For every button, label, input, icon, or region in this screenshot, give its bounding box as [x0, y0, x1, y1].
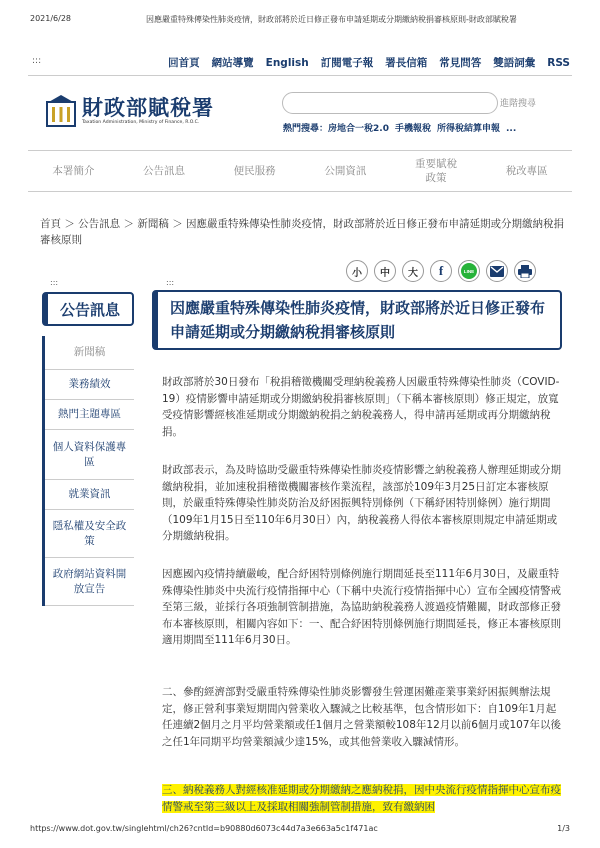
- top-link-faq[interactable]: 常見問答: [439, 57, 482, 69]
- print-date: 2021/6/28: [30, 14, 72, 23]
- accesskey-main[interactable]: :::: [166, 278, 175, 287]
- article-paragraph: 二、參酌經濟部對受嚴重特殊傳染性肺炎影響發生營運困難產業事業紓困振興辦法規定，修正營利事業短期間內營業收入驟減之比較基準，包含情形如下：自109年1月起任連續2個月之月平均營業額或任1個月之營業額較108年12月以前6個月或107年以後之任1年同期平均營業額減少達15%，或其他營業收入驟減情形。: [162, 686, 561, 748]
- top-link-rss[interactable]: RSS: [547, 57, 570, 69]
- accesskey-left[interactable]: :::: [50, 278, 59, 287]
- sidebar-item-privacy-policy[interactable]: 隱私權及安全政策: [45, 510, 134, 558]
- top-bar: [28, 52, 572, 76]
- sidebar-menu: [42, 336, 134, 606]
- sidebar-item-performance[interactable]: 業務績效: [45, 370, 134, 400]
- printer-icon: [518, 265, 532, 278]
- top-link-mailbox[interactable]: 署長信箱: [385, 57, 428, 69]
- hot-term-more[interactable]: ...: [506, 124, 517, 134]
- top-link-newsletter[interactable]: 訂閱電子報: [320, 57, 374, 69]
- article-paragraph: 因應國內疫情持續嚴峻，配合紓困特別條例施行期間延長至111年6月30日，及嚴重特殊傳染性肺炎中央流行疫情指揮中心（下稱中央流行疫情指揮中心）宣布全國疫情警戒至第三級，並採行各項強制管制措施，為協助納稅義務人渡過疫情難關，財政部修正發布本審核原則，相關內容如下：一、配合紓困特別條例施行期間延長，修正本審核原則適用期間至111年6月30日。: [162, 568, 561, 646]
- nav-announcements[interactable]: 公告訊息: [143, 165, 185, 177]
- top-link-english[interactable]: English: [265, 57, 309, 69]
- logo-name-cn: 財政部賦稅署: [82, 96, 214, 120]
- nav-tax-policy[interactable]: 重要賦稅政策: [415, 158, 458, 184]
- nav-tax-reform[interactable]: 稅改專區: [505, 165, 548, 177]
- hot-term[interactable]: 手機報稅: [394, 124, 431, 134]
- print-url: https://www.dot.gov.tw/singlehtml/ch26?cntId=b90880d6073c44d7a3e663a5c1f471ac: [30, 824, 378, 833]
- print-button[interactable]: [514, 260, 536, 282]
- print-page-number: 1/3: [557, 824, 570, 833]
- facebook-share-button[interactable]: [430, 260, 452, 282]
- article-paragraph: 財政部表示，為及時協助受嚴重特殊傳染性肺炎疫情影響之納稅義務人辦理延期或分期繳納稅捐，並加速稅捐稽徵機關審核作業流程，該部於109年3月25日訂定本審核原則，於嚴重特殊傳染性肺炎防治及紓困振興特別條例（下稱紓困特別條例）施行期間（109年1月15日至110年6月30日）內，納稅義務人得依本審核原則規定申請延期或分期繳納稅捐。: [162, 464, 561, 542]
- email-share-button[interactable]: [486, 260, 508, 282]
- sidebar-item-open-data[interactable]: 政府網站資料開放宣告: [45, 558, 134, 606]
- top-nav: [156, 52, 570, 74]
- line-icon: [461, 263, 477, 279]
- font-size-medium-button[interactable]: 中: [374, 260, 396, 282]
- highlighted-text: 三、納稅義務人對經核准延期或分期繳納之應納稅捐，因中央流行疫情指揮中心宣布疫情警戒至第三級以上及採取相關強制管制措施，致有繳納困: [162, 784, 561, 813]
- nav-services[interactable]: 便民服務: [233, 165, 276, 177]
- font-size-small-button[interactable]: 小: [346, 260, 368, 282]
- font-size-large-button[interactable]: 大: [402, 260, 424, 282]
- line-share-button[interactable]: [458, 260, 480, 282]
- article-paragraph: 財政部將於30日發布「稅捐稽徵機關受理納稅義務人因嚴重特殊傳染性肺炎（COVID-19）疫情影響申請延期或分期繳納稅捐審核原則」（下稱本審核原則）修正規定，放寬受疫情影響經核准延期或分期繳納稅捐之納稅義務人，得申請再延期或再分期繳納稅捐。: [162, 376, 560, 438]
- nav-about[interactable]: 本署簡介: [52, 165, 95, 177]
- sidebar-item-topics[interactable]: 熱門主題專區: [45, 400, 134, 430]
- breadcrumb[interactable]: 首頁 ＞ 公告訊息 ＞ 新聞稿 ＞ 因應嚴重特殊傳染性肺炎疫情，財政部將於近日修正發布申請延期或分期繳納稅捐審核原則: [40, 218, 565, 246]
- search-input[interactable]: [282, 92, 498, 114]
- article-paragraph-highlighted: [162, 782, 562, 816]
- hot-term[interactable]: 所得稅結算申報: [436, 124, 500, 134]
- hot-term[interactable]: 房地合一稅2.0: [328, 124, 389, 134]
- nav-public-info[interactable]: 公開資訊: [324, 165, 367, 177]
- top-link-home[interactable]: 回首頁: [168, 57, 200, 69]
- logo-emblem-icon: [44, 94, 78, 128]
- top-link-sitemap[interactable]: 網站導覽: [211, 57, 254, 69]
- line-icon-label: LINE: [463, 269, 475, 274]
- sidebar-title: 公告訊息: [42, 292, 134, 326]
- facebook-icon: f: [438, 263, 444, 278]
- main-nav: [28, 150, 572, 192]
- print-title: 因應嚴重特殊傳染性肺炎疫情，財政部將於近日修正發布申請延期或分期繳納稅捐審核原則-財政部賦稅署: [146, 15, 517, 24]
- article-title: 因應嚴重特殊傳染性肺炎疫情，財政部將於近日修正發布申請延期或分期繳納稅捐審核原則: [152, 290, 562, 350]
- top-link-glossary[interactable]: 雙語詞彙: [493, 57, 536, 69]
- hot-search-label: 熱門搜尋：: [283, 124, 329, 134]
- sidebar-item-press[interactable]: 新聞稿: [45, 336, 134, 370]
- mail-icon: [490, 266, 504, 277]
- hot-search: [283, 121, 522, 134]
- share-bar: [346, 260, 542, 282]
- sidebar-item-privacy-data[interactable]: 個人資料保護專區: [45, 430, 134, 480]
- site-logo[interactable]: [44, 92, 234, 132]
- sidebar-item-jobs[interactable]: 就業資訊: [45, 480, 134, 510]
- logo-name-en: Taxation Administration, Ministry of Finance, R.O.C.: [82, 120, 200, 125]
- advanced-search-button[interactable]: 進階搜尋: [500, 99, 537, 109]
- accesskey-top[interactable]: :::: [32, 56, 42, 66]
